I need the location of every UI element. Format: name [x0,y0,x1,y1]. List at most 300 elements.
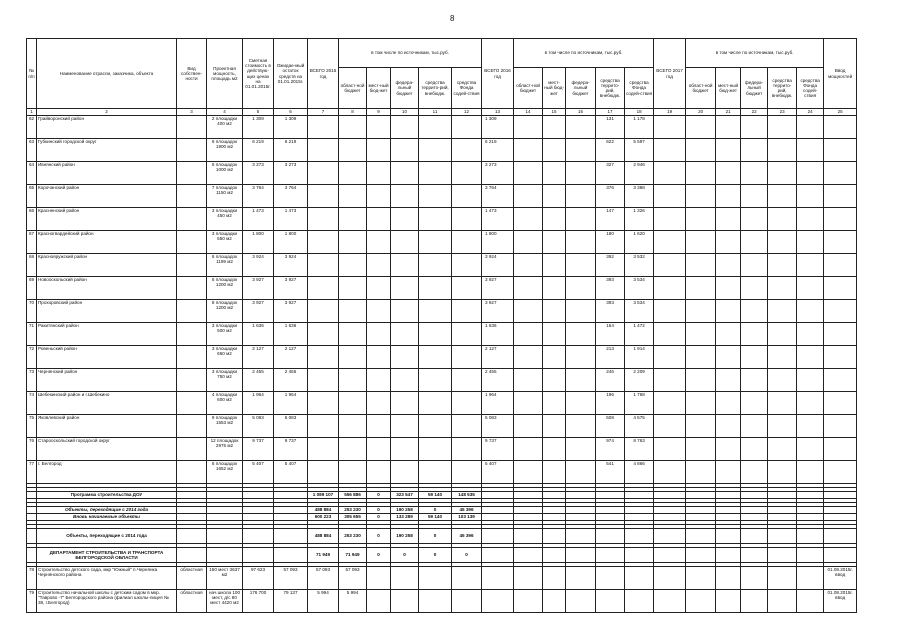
row-remainder: 1 636 [274,323,308,346]
row-2017-cell [686,139,716,162]
row-capacity: 9 площадок 1553 м2 [207,415,243,438]
row-federal-2016 [566,300,596,323]
row-2017-cell [741,415,768,438]
row-fund-2016: 1 768 [625,392,654,415]
row-cost: 2 127 [243,346,274,369]
row-2017-cell [654,208,686,231]
row-fund-2016: 4 866 [625,461,654,484]
row-total-2016: 1 800 [482,231,514,254]
row-number: 68 [27,254,37,277]
row-2015-cell [367,461,391,484]
object-empty [543,590,566,613]
column-number: 8 [339,109,367,116]
row-2015-cell [339,162,367,185]
row-fund-2016: 3 532 [625,254,654,277]
summary-federal: 133 289 [391,514,419,521]
row-regional-2016 [514,254,543,277]
row-2015-cell [419,254,452,277]
row-2017-cell [741,231,768,254]
summary-empty [543,507,566,514]
row-2015-cell [452,438,482,461]
header-sources-2017: в том числе по источникам, тыс.руб. [686,39,824,68]
summary-empty [741,492,768,499]
summary-empty [177,548,207,563]
row-2017-cell [768,392,797,415]
row-2015-cell [419,300,452,323]
summary-empty [482,548,514,563]
object-empty [797,590,824,613]
row-remainder: 5 083 [274,415,308,438]
row-2015-cell [452,323,482,346]
header-capacity: Проектная мощность, площадь м2 [207,39,243,109]
row-name: Ровеньский район [37,346,177,369]
row-name: Шебекинский район и г.Шебекино [37,392,177,415]
object-empty [482,567,514,590]
row-2017-cell [768,162,797,185]
object-empty [654,567,686,590]
row-2015-cell [391,369,419,392]
row-2017-cell [686,461,716,484]
summary-empty [797,514,824,521]
row-2017-cell [716,369,741,392]
column-number: 16 [566,109,596,116]
summary-empty [596,548,625,563]
summary-label: Объекты, переходящие с 2014 года [37,507,177,514]
summary-empty [207,492,243,499]
header-federal-2016: федера-льный бюджет [566,68,596,109]
summary-empty [482,507,514,514]
row-owner [177,185,207,208]
row-fund-2016: 4 575 [625,415,654,438]
object-number: 79 [27,590,37,613]
row-2017-cell [824,461,857,484]
row-owner [177,231,207,254]
summary-empty [824,492,857,499]
table-row [27,323,857,346]
object-regional-2015: 5 994 [339,590,367,613]
row-2015-cell [367,346,391,369]
row-2017-cell [686,346,716,369]
row-territorial-2016: 327 [596,162,625,185]
row-fund-2016: 1 914 [625,346,654,369]
summary-empty [177,514,207,521]
summary-empty [625,507,654,514]
row-territorial-2016: 392 [596,254,625,277]
summary-empty [824,529,857,544]
row-number: 74 [27,392,37,415]
row-owner [177,254,207,277]
row-capacity: 3 площадки 750 м2 [207,369,243,392]
row-2017-cell [686,231,716,254]
summary-total: 488 884 [308,529,339,544]
row-regional-2016 [514,162,543,185]
row-2017-cell [654,300,686,323]
object-empty [654,590,686,613]
row-territorial-2016: 213 [596,346,625,369]
row-capacity: 7 площадок 1150 м2 [207,185,243,208]
row-federal-2016 [566,461,596,484]
row-federal-2016 [566,162,596,185]
column-number: 10 [391,109,419,116]
summary-empty [716,529,741,544]
row-capacity: 6 площадок 1000 м2 [207,162,243,185]
summary-empty [741,529,768,544]
summary-empty [797,548,824,563]
table-row [27,392,857,415]
row-2015-cell [452,277,482,300]
row-name: Прохоровский район [37,300,177,323]
object-empty [566,567,596,590]
row-2017-cell [797,415,824,438]
row-2015-cell [452,415,482,438]
object-commissioning: 01.08.2015г. ввод [824,590,857,613]
row-2015-cell [367,139,391,162]
row-cost: 3 924 [243,254,274,277]
row-2017-cell [654,185,686,208]
row-territorial-2016: 622 [596,139,625,162]
summary-empty [741,514,768,521]
row-federal-2016 [566,277,596,300]
object-name: Строительство детского сада, мкр "Южный" п.Чернянка Чернянского района [37,567,177,590]
object-empty [741,590,768,613]
row-total-2016: 3 924 [482,254,514,277]
header-total-2015: ВСЕГО 2015 год [308,39,339,109]
row-2015-cell [308,139,339,162]
row-2015-cell [367,208,391,231]
row-territorial-2016: 147 [596,208,625,231]
row-2017-cell [768,300,797,323]
row-regional-2016 [514,277,543,300]
object-empty [596,590,625,613]
row-2017-cell [686,277,716,300]
row-cost: 2 455 [243,369,274,392]
row-total-2016: 3 764 [482,185,514,208]
row-regional-2016 [514,231,543,254]
summary-local: 0 [367,529,391,544]
row-2017-cell [797,392,824,415]
header-sources-2015: в том числе по источникам, тыс.руб. [339,39,482,68]
row-name: Ивнянский район [37,162,177,185]
column-number: 17 [596,109,625,116]
summary-label: Объекты, переходящие с 2014 года [37,529,177,544]
row-2017-cell [824,346,857,369]
summary-num [27,548,37,563]
summary-empty [514,514,543,521]
row-2015-cell [391,438,419,461]
row-local-2016 [543,139,566,162]
row-federal-2016 [566,323,596,346]
row-remainder: 2 127 [274,346,308,369]
row-2015-cell [419,139,452,162]
row-2017-cell [797,323,824,346]
object-empty [367,567,391,590]
row-2017-cell [824,116,857,139]
summary-empty [654,529,686,544]
row-2015-cell [419,231,452,254]
row-federal-2016 [566,139,596,162]
row-2015-cell [391,254,419,277]
row-number: 76 [27,438,37,461]
summary-territorial: 0 [419,548,452,563]
summary-fund: 148 535 [452,492,482,499]
table-row [27,346,857,369]
header-local-2015: мест-ный бюд-жет [367,68,391,109]
summary-label: Вновь начинаемые объекты [37,514,177,521]
row-owner [177,116,207,139]
row-2015-cell [339,323,367,346]
summary-row-program [27,492,857,499]
row-name: Грайворонский район [37,116,177,139]
row-federal-2016 [566,369,596,392]
column-number: 15 [543,109,566,116]
row-fund-2016: 2 946 [625,162,654,185]
column-number: 9 [367,109,391,116]
row-number: 73 [27,369,37,392]
column-number: 24 [797,109,824,116]
summary-local: 0 [367,548,391,563]
row-2017-cell [797,346,824,369]
row-2015-cell [419,208,452,231]
row-2017-cell [716,162,741,185]
row-cost: 3 927 [243,277,274,300]
summary-local: 0 [367,492,391,499]
row-2015-cell [367,277,391,300]
object-empty [716,590,741,613]
row-remainder: 2 455 [274,369,308,392]
header-federal-2015: федера-льный бюджет [391,68,419,109]
row-2017-cell [768,438,797,461]
object-empty [482,590,514,613]
row-2017-cell [741,277,768,300]
summary-federal: 0 [391,548,419,563]
summary-empty [207,507,243,514]
row-2017-cell [716,116,741,139]
summary-empty [243,548,274,563]
row-remainder: 1 473 [274,208,308,231]
row-total-2016: 1 636 [482,323,514,346]
row-2015-cell [391,461,419,484]
summary-empty [716,514,741,521]
header-commissioning: Ввод мощностей [824,39,857,109]
summary-empty [654,514,686,521]
row-name: Яковлевский район [37,415,177,438]
header-cost: Сметная стоимость в действую-щих ценах на 01.01.2015г. [243,39,274,109]
summary-empty [274,548,308,563]
row-2017-cell [824,369,857,392]
row-2015-cell [339,277,367,300]
summary-empty [543,492,566,499]
column-number-row [27,109,857,116]
row-owner [177,392,207,415]
table-row [27,231,857,254]
column-number: 2 [37,109,177,116]
summary-label: Программа строительства ДОУ [37,492,177,499]
row-2015-cell [339,438,367,461]
column-number: 11 [419,109,452,116]
row-2017-cell [768,231,797,254]
row-name: г. Белгород [37,461,177,484]
row-2017-cell [686,369,716,392]
header-territorial-2015: средства террито-рий, внебюдж. [419,68,452,109]
object-row [27,590,857,613]
row-owner [177,208,207,231]
summary-regional: 253 230 [339,507,367,514]
header-regional-2016: област-ной бюджет [514,68,543,109]
row-2015-cell [367,323,391,346]
row-federal-2016 [566,185,596,208]
object-remainder: 79 137 [274,590,308,613]
column-number: 5 [243,109,274,116]
row-2015-cell [308,392,339,415]
row-remainder: 3 924 [274,254,308,277]
row-2015-cell [452,116,482,139]
object-empty [625,567,654,590]
object-owner: областная [177,567,207,590]
row-owner [177,277,207,300]
summary-empty [768,492,797,499]
object-empty [768,590,797,613]
row-2017-cell [654,277,686,300]
row-2015-cell [308,277,339,300]
row-2017-cell [797,438,824,461]
row-cost: 9 737 [243,438,274,461]
row-2015-cell [339,208,367,231]
summary-empty [543,548,566,563]
row-2017-cell [741,254,768,277]
object-remainder: 57 093 [274,567,308,590]
row-2017-cell [716,185,741,208]
row-territorial-2016: 974 [596,438,625,461]
row-2015-cell [367,185,391,208]
object-empty [797,567,824,590]
row-2015-cell [419,185,452,208]
summary-empty [274,514,308,521]
row-territorial-2016: 393 [596,277,625,300]
row-2017-cell [741,139,768,162]
row-2017-cell [654,139,686,162]
column-number: 1 [27,109,37,116]
row-number: 63 [27,139,37,162]
row-capacity: 3 площадки 650 м2 [207,346,243,369]
row-2015-cell [452,346,482,369]
row-2017-cell [654,231,686,254]
row-2017-cell [716,415,741,438]
summary-empty [177,492,207,499]
summary-label: ДЕПАРТАМЕНТ СТРОИТЕЛЬСТВА И ТРАНСПОРТА БЕЛГОРОДСКОЙ ОБЛАСТИ [37,548,177,563]
row-2017-cell [797,162,824,185]
row-name: Красногвардейский район [37,231,177,254]
row-cost: 1 636 [243,323,274,346]
row-total-2016: 6 219 [482,139,514,162]
row-2017-cell [716,231,741,254]
row-2015-cell [308,369,339,392]
row-name: Красненский район [37,208,177,231]
object-empty [596,567,625,590]
row-2015-cell [452,461,482,484]
row-2017-cell [824,323,857,346]
object-commissioning: 01.08.2015г. ввод [824,567,857,590]
column-number: 20 [686,109,716,116]
table-row [27,162,857,185]
column-number: 21 [716,109,741,116]
summary-empty [686,492,716,499]
row-name: Краснояружский район [37,254,177,277]
row-2015-cell [391,415,419,438]
row-2015-cell [308,185,339,208]
row-2015-cell [452,231,482,254]
row-owner [177,415,207,438]
header-federal-2017: федера-льный бюджет [741,68,768,109]
row-2017-cell [741,300,768,323]
column-number: 14 [514,109,543,116]
summary-empty [566,529,596,544]
row-2017-cell [716,208,741,231]
table-row [27,415,857,438]
row-local-2016 [543,346,566,369]
row-2017-cell [797,231,824,254]
row-total-2016: 3 927 [482,277,514,300]
object-empty [419,567,452,590]
row-local-2016 [543,162,566,185]
row-2015-cell [419,369,452,392]
table-row [27,438,857,461]
header-owner: Вид собствен-ности [177,39,207,109]
summary-fund: 45 396 [452,507,482,514]
row-local-2016 [543,277,566,300]
row-remainder: 9 737 [274,438,308,461]
row-2017-cell [768,139,797,162]
row-local-2016 [543,392,566,415]
header-local-2016: мест-ный бюд-жет [543,68,566,109]
summary-empty [824,514,857,521]
row-2017-cell [741,323,768,346]
row-capacity: 2 площадки 400 м2 [207,116,243,139]
table-row [27,369,857,392]
summary-regional: 556 886 [339,492,367,499]
summary-num [27,514,37,521]
row-2015-cell [391,116,419,139]
row-total-2016: 2 127 [482,346,514,369]
row-2015-cell [308,346,339,369]
row-2017-cell [654,415,686,438]
table-row [27,277,857,300]
row-capacity: 6 площадок 1652 м2 [207,461,243,484]
row-2015-cell [367,438,391,461]
summary-empty [514,548,543,563]
summary-num [27,529,37,544]
object-empty [716,567,741,590]
row-2015-cell [419,323,452,346]
row-cost: 1 800 [243,231,274,254]
row-2015-cell [308,162,339,185]
row-cost: 3 273 [243,162,274,185]
summary-empty [274,492,308,499]
row-local-2016 [543,231,566,254]
page-number: 8 [450,14,455,23]
row-capacity: 6 площадок 1900 м2 [207,139,243,162]
summary-empty [686,514,716,521]
summary-empty [514,507,543,514]
row-2015-cell [419,438,452,461]
row-2017-cell [768,323,797,346]
row-2017-cell [824,300,857,323]
summary-empty [625,514,654,521]
summary-empty [797,507,824,514]
row-fund-2016: 1 326 [625,208,654,231]
row-remainder: 1 309 [274,116,308,139]
row-2015-cell [367,300,391,323]
summary-empty [207,514,243,521]
